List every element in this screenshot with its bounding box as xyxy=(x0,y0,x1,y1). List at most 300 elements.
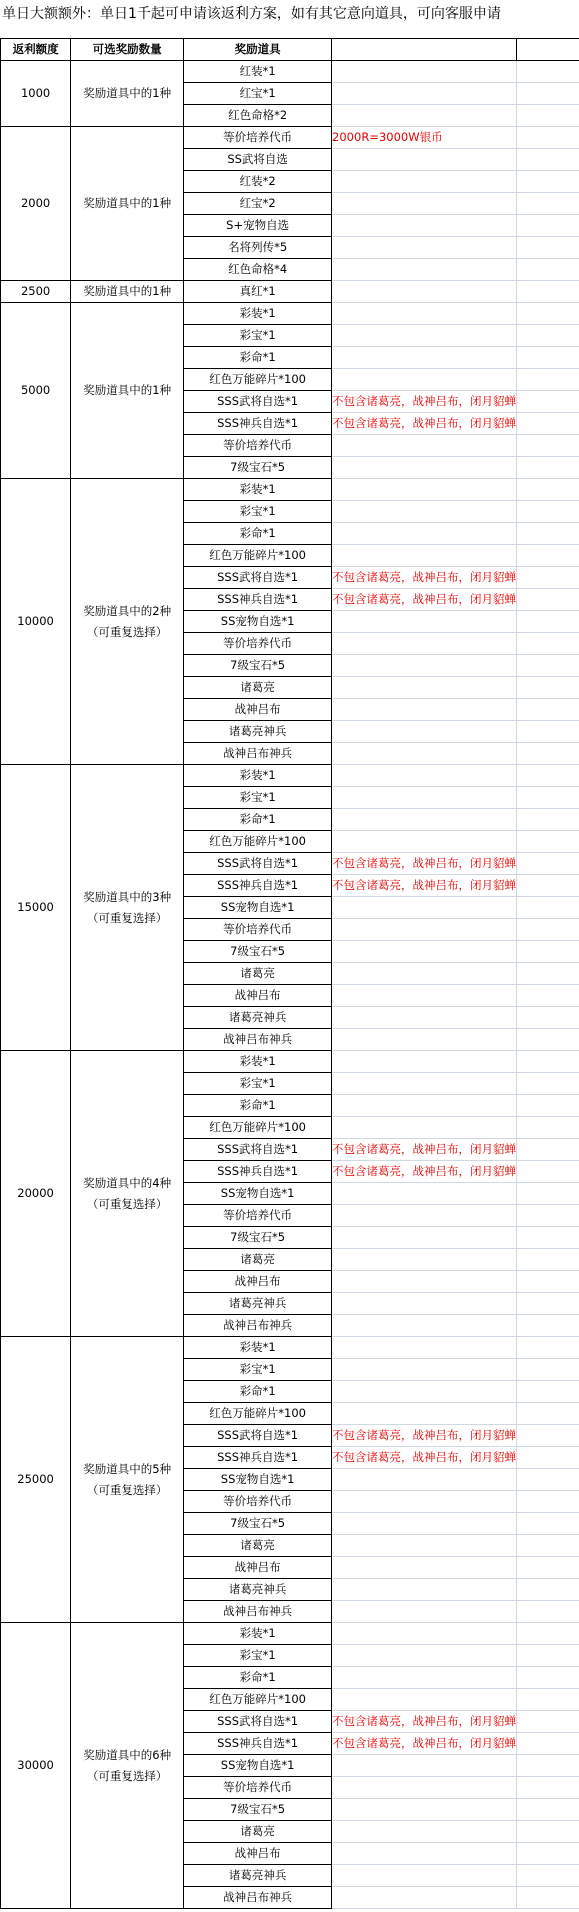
header-row xyxy=(1,39,579,61)
reward-choice xyxy=(71,765,184,1051)
blank-cell xyxy=(517,1469,579,1491)
blank-cell xyxy=(517,369,579,391)
reward-item: 战神吕布 xyxy=(184,1271,332,1293)
reward-choice-count: 奖励道具中的6种 xyxy=(83,1747,172,1762)
blank-cell xyxy=(517,677,579,699)
reward-choice-count: 奖励道具中的1种 xyxy=(83,284,172,298)
reward-choice xyxy=(71,61,184,127)
reward-item: SSS武将自选*1 xyxy=(184,1425,332,1447)
reward-choice xyxy=(71,1337,184,1623)
reward-item: 7级宝石*5 xyxy=(184,1513,332,1535)
item-remark xyxy=(332,215,517,237)
reward-item: 真红*1 xyxy=(184,281,332,303)
item-remark xyxy=(332,1623,517,1645)
item-remark xyxy=(332,193,517,215)
item-remark: 不包含诸葛亮，战神吕布，闭月貂蝉 xyxy=(332,567,517,589)
blank-cell xyxy=(517,347,579,369)
item-remark xyxy=(332,1227,517,1249)
item-remark xyxy=(332,1359,517,1381)
reward-item: 诸葛亮 xyxy=(184,1821,332,1843)
blank-cell xyxy=(517,1513,579,1535)
blank-cell xyxy=(517,831,579,853)
item-remark xyxy=(332,963,517,985)
reward-item: 红色万能碎片*100 xyxy=(184,1117,332,1139)
reward-choice xyxy=(71,127,184,281)
blank-cell xyxy=(517,1381,579,1403)
blank-cell xyxy=(517,1755,579,1777)
item-remark xyxy=(332,1557,517,1579)
item-remark xyxy=(332,743,517,765)
blank-cell xyxy=(517,1095,579,1117)
blank-cell xyxy=(517,83,579,105)
reward-item: 诸葛亮 xyxy=(184,1535,332,1557)
reward-item: 诸葛亮神兵 xyxy=(184,721,332,743)
reward-item: 等价培养代币 xyxy=(184,1205,332,1227)
reward-item: 战神吕布 xyxy=(184,699,332,721)
item-remark xyxy=(332,1249,517,1271)
blank-cell xyxy=(517,963,579,985)
item-remark xyxy=(332,325,517,347)
item-remark: 不包含诸葛亮，战神吕布，闭月貂蝉 xyxy=(332,1139,517,1161)
rebate-amount: 25000 xyxy=(1,1337,71,1623)
item-remark xyxy=(332,1073,517,1095)
reward-item: 诸葛亮 xyxy=(184,963,332,985)
reward-choice xyxy=(71,281,184,303)
reward-item: 红色命格*4 xyxy=(184,259,332,281)
blank-cell xyxy=(517,1271,579,1293)
reward-item: SS宠物自选*1 xyxy=(184,1755,332,1777)
blank-cell xyxy=(517,1073,579,1095)
item-remark xyxy=(332,1601,517,1623)
blank-cell xyxy=(517,1711,579,1733)
blank-cell xyxy=(517,1161,579,1183)
reward-item: SSS武将自选*1 xyxy=(184,567,332,589)
blank-cell xyxy=(517,589,579,611)
reward-choice-count: 奖励道具中的1种 xyxy=(83,383,172,397)
reward-item: 战神吕布神兵 xyxy=(184,1601,332,1623)
blank-cell xyxy=(517,237,579,259)
blank-cell xyxy=(517,897,579,919)
reward-item: 诸葛亮 xyxy=(184,1249,332,1271)
item-remark: 不包含诸葛亮，战神吕布，闭月貂蝉 xyxy=(332,391,517,413)
reward-item: 彩宝*1 xyxy=(184,325,332,347)
reward-item: 诸葛亮神兵 xyxy=(184,1865,332,1887)
item-remark xyxy=(332,479,517,501)
item-remark: 不包含诸葛亮，战神吕布，闭月貂蝉 xyxy=(332,1161,517,1183)
blank-cell xyxy=(517,633,579,655)
item-remark xyxy=(332,1029,517,1051)
reward-item: 彩宝*1 xyxy=(184,1073,332,1095)
rebate-amount: 2500 xyxy=(1,281,71,303)
blank-cell xyxy=(517,1139,579,1161)
reward-item: 彩装*1 xyxy=(184,1051,332,1073)
reward-item: 彩命*1 xyxy=(184,809,332,831)
rebate-amount: 10000 xyxy=(1,479,71,765)
item-remark: 不包含诸葛亮，战神吕布，闭月貂蝉 xyxy=(332,1425,517,1447)
blank-cell xyxy=(517,171,579,193)
blank-cell xyxy=(517,523,579,545)
item-remark xyxy=(332,237,517,259)
blank-cell xyxy=(517,545,579,567)
item-remark xyxy=(332,611,517,633)
item-remark: 不包含诸葛亮，战神吕布，闭月貂蝉 xyxy=(332,853,517,875)
reward-choice-count: 奖励道具中的4种 xyxy=(83,1175,172,1190)
reward-choice xyxy=(71,1623,184,1909)
item-remark xyxy=(332,941,517,963)
reward-item: 彩命*1 xyxy=(184,1381,332,1403)
table-row xyxy=(1,765,579,787)
reward-item: S+宠物自选 xyxy=(184,215,332,237)
blank-cell xyxy=(517,1183,579,1205)
reward-item: 彩命*1 xyxy=(184,1667,332,1689)
reward-item: 等价培养代币 xyxy=(184,127,332,149)
item-remark xyxy=(332,655,517,677)
blank-cell xyxy=(517,39,579,61)
blank-cell xyxy=(517,1799,579,1821)
blank-cell xyxy=(517,721,579,743)
item-remark xyxy=(332,1535,517,1557)
item-remark xyxy=(332,1491,517,1513)
reward-item: 红色万能碎片*100 xyxy=(184,545,332,567)
header-items: 奖励道具 xyxy=(184,39,332,61)
rebate-amount: 15000 xyxy=(1,765,71,1051)
reward-item: 7级宝石*5 xyxy=(184,655,332,677)
item-remark xyxy=(332,347,517,369)
blank-cell xyxy=(517,941,579,963)
reward-item: 红色万能碎片*100 xyxy=(184,831,332,853)
reward-choice-note: （可重复选择） xyxy=(86,624,168,639)
item-remark xyxy=(332,677,517,699)
reward-item: SSS武将自选*1 xyxy=(184,853,332,875)
blank-cell xyxy=(517,1117,579,1139)
blank-cell xyxy=(517,193,579,215)
item-remark: 不包含诸葛亮，战神吕布，闭月貂蝉 xyxy=(332,1733,517,1755)
blank-cell xyxy=(517,1777,579,1799)
item-remark xyxy=(332,1513,517,1535)
blank-cell xyxy=(517,1337,579,1359)
item-remark xyxy=(332,149,517,171)
reward-item: SSS神兵自选*1 xyxy=(184,589,332,611)
blank-cell xyxy=(517,1557,579,1579)
blank-cell xyxy=(517,1623,579,1645)
reward-item: 彩宝*1 xyxy=(184,1645,332,1667)
blank-cell xyxy=(517,1491,579,1513)
reward-item: 红装*2 xyxy=(184,171,332,193)
item-remark xyxy=(332,1183,517,1205)
table-body xyxy=(1,61,579,1909)
blank-cell xyxy=(517,105,579,127)
reward-item: 彩宝*1 xyxy=(184,787,332,809)
blank-cell xyxy=(517,325,579,347)
item-remark xyxy=(332,765,517,787)
blank-cell xyxy=(517,457,579,479)
blank-cell xyxy=(517,1315,579,1337)
item-remark: 不包含诸葛亮，战神吕布，闭月貂蝉 xyxy=(332,1447,517,1469)
reward-item: 诸葛亮神兵 xyxy=(184,1293,332,1315)
reward-item: SS宠物自选*1 xyxy=(184,1469,332,1491)
reward-item: 等价培养代币 xyxy=(184,1491,332,1513)
table-row xyxy=(1,303,579,325)
reward-item: 红装*1 xyxy=(184,61,332,83)
reward-item: 战神吕布神兵 xyxy=(184,743,332,765)
reward-item: SSS武将自选*1 xyxy=(184,1139,332,1161)
reward-item: SS宠物自选*1 xyxy=(184,611,332,633)
reward-choice xyxy=(71,1051,184,1337)
blank-cell xyxy=(517,1601,579,1623)
blank-cell xyxy=(517,743,579,765)
rebate-table xyxy=(0,38,579,1909)
reward-item: 彩命*1 xyxy=(184,1095,332,1117)
reward-item: SSS神兵自选*1 xyxy=(184,1447,332,1469)
item-remark xyxy=(332,633,517,655)
reward-item: SSS神兵自选*1 xyxy=(184,1733,332,1755)
item-remark xyxy=(332,83,517,105)
blank-cell xyxy=(517,127,579,149)
item-remark xyxy=(332,457,517,479)
reward-item: 7级宝石*5 xyxy=(184,941,332,963)
table-row xyxy=(1,281,579,303)
header-amount: 返利额度 xyxy=(1,39,71,61)
table-row xyxy=(1,479,579,501)
table-row xyxy=(1,1623,579,1645)
blank-cell xyxy=(517,1667,579,1689)
item-remark xyxy=(332,1843,517,1865)
item-remark xyxy=(332,1293,517,1315)
blank-cell xyxy=(517,61,579,83)
item-remark xyxy=(332,919,517,941)
reward-choice-count: 奖励道具中的3种 xyxy=(83,889,172,904)
reward-item: 诸葛亮神兵 xyxy=(184,1579,332,1601)
rebate-amount: 20000 xyxy=(1,1051,71,1337)
reward-item: 红色万能碎片*100 xyxy=(184,369,332,391)
blank-cell xyxy=(517,1733,579,1755)
blank-cell xyxy=(517,413,579,435)
item-remark xyxy=(332,281,517,303)
blank-cell xyxy=(517,853,579,875)
blank-cell xyxy=(517,1645,579,1667)
reward-item: 等价培养代币 xyxy=(184,435,332,457)
reward-item: 彩命*1 xyxy=(184,523,332,545)
reward-item: 诸葛亮 xyxy=(184,677,332,699)
item-remark xyxy=(332,1337,517,1359)
reward-item: 红宝*2 xyxy=(184,193,332,215)
reward-item: 彩命*1 xyxy=(184,347,332,369)
item-remark xyxy=(332,787,517,809)
blank-cell xyxy=(517,655,579,677)
blank-cell xyxy=(517,1249,579,1271)
rebate-amount: 1000 xyxy=(1,61,71,127)
blank-cell xyxy=(517,479,579,501)
reward-choice-note: （可重复选择） xyxy=(86,1196,168,1211)
reward-item: 彩装*1 xyxy=(184,765,332,787)
reward-choice-count: 奖励道具中的1种 xyxy=(83,196,172,210)
reward-item: 战神吕布 xyxy=(184,1557,332,1579)
item-remark xyxy=(332,259,517,281)
page-title: 单日大额额外：单日1千起可申请该返利方案，如有其它意向道具，可向客服申请 xyxy=(2,6,501,22)
item-remark xyxy=(332,1205,517,1227)
reward-choice-count: 奖励道具中的5种 xyxy=(83,1461,172,1476)
reward-choice xyxy=(71,303,184,479)
reward-item: 战神吕布神兵 xyxy=(184,1315,332,1337)
reward-item: 彩宝*1 xyxy=(184,501,332,523)
blank-cell xyxy=(517,1887,579,1909)
blank-cell xyxy=(517,435,579,457)
reward-item: 红宝*1 xyxy=(184,83,332,105)
reward-item: 彩装*1 xyxy=(184,1337,332,1359)
blank-cell xyxy=(517,1359,579,1381)
reward-choice-count: 奖励道具中的2种 xyxy=(83,603,172,618)
item-remark: 不包含诸葛亮，战神吕布，闭月貂蝉 xyxy=(332,589,517,611)
blank-cell xyxy=(517,1579,579,1601)
blank-cell xyxy=(517,1227,579,1249)
reward-item: 等价培养代币 xyxy=(184,1777,332,1799)
reward-item: 战神吕布 xyxy=(184,985,332,1007)
reward-item: SS宠物自选*1 xyxy=(184,1183,332,1205)
reward-item: 名将列传*5 xyxy=(184,237,332,259)
blank-cell xyxy=(517,1689,579,1711)
item-remark: 2000R=3000W银币 xyxy=(332,127,517,149)
reward-item: 7级宝石*5 xyxy=(184,1799,332,1821)
item-remark xyxy=(332,369,517,391)
item-remark xyxy=(332,897,517,919)
reward-item: 战神吕布 xyxy=(184,1843,332,1865)
item-remark xyxy=(332,1799,517,1821)
blank-cell xyxy=(517,567,579,589)
item-remark xyxy=(332,1865,517,1887)
item-remark xyxy=(332,501,517,523)
blank-cell xyxy=(517,765,579,787)
item-remark xyxy=(332,1117,517,1139)
reward-item: SSS神兵自选*1 xyxy=(184,1161,332,1183)
item-remark xyxy=(332,545,517,567)
blank-cell xyxy=(517,1029,579,1051)
blank-cell xyxy=(517,1205,579,1227)
item-remark xyxy=(332,1821,517,1843)
reward-item: SSS武将自选*1 xyxy=(184,391,332,413)
reward-item: SS宠物自选*1 xyxy=(184,897,332,919)
reward-item: 诸葛亮神兵 xyxy=(184,1007,332,1029)
table-row xyxy=(1,1051,579,1073)
reward-item: SSS武将自选*1 xyxy=(184,1711,332,1733)
table-row xyxy=(1,127,579,149)
item-remark: 不包含诸葛亮，战神吕布，闭月貂蝉 xyxy=(332,875,517,897)
item-remark xyxy=(332,1271,517,1293)
item-remark xyxy=(332,1579,517,1601)
reward-item: 彩装*1 xyxy=(184,479,332,501)
blank-cell xyxy=(517,1293,579,1315)
item-remark xyxy=(332,523,517,545)
rebate-amount: 5000 xyxy=(1,303,71,479)
blank-cell xyxy=(517,215,579,237)
reward-item: 彩装*1 xyxy=(184,1623,332,1645)
blank-cell xyxy=(517,1007,579,1029)
item-remark xyxy=(332,105,517,127)
item-remark xyxy=(332,1007,517,1029)
table-row xyxy=(1,61,579,83)
blank-cell xyxy=(517,1843,579,1865)
item-remark xyxy=(332,1777,517,1799)
reward-item: 彩宝*1 xyxy=(184,1359,332,1381)
item-remark xyxy=(332,1051,517,1073)
reward-choice-note: （可重复选择） xyxy=(86,1768,168,1783)
item-remark xyxy=(332,303,517,325)
rebate-amount: 30000 xyxy=(1,1623,71,1909)
blank-cell xyxy=(517,699,579,721)
reward-choice-note: （可重复选择） xyxy=(86,910,168,925)
reward-choice-count: 奖励道具中的1种 xyxy=(83,86,172,100)
item-remark xyxy=(332,1645,517,1667)
blank-cell xyxy=(517,1535,579,1557)
item-remark xyxy=(332,809,517,831)
blank-cell xyxy=(517,281,579,303)
blank-cell xyxy=(517,1403,579,1425)
reward-item: 彩装*1 xyxy=(184,303,332,325)
item-remark xyxy=(332,1667,517,1689)
blank-cell xyxy=(332,39,517,61)
item-remark xyxy=(332,699,517,721)
blank-cell xyxy=(517,391,579,413)
reward-item: 7级宝石*5 xyxy=(184,457,332,479)
item-remark xyxy=(332,61,517,83)
item-remark xyxy=(332,1887,517,1909)
item-remark xyxy=(332,1755,517,1777)
item-remark xyxy=(332,435,517,457)
blank-cell xyxy=(517,259,579,281)
blank-cell xyxy=(517,1865,579,1887)
reward-item: 战神吕布神兵 xyxy=(184,1887,332,1909)
reward-item: SSS神兵自选*1 xyxy=(184,875,332,897)
item-remark xyxy=(332,831,517,853)
reward-item: 战神吕布神兵 xyxy=(184,1029,332,1051)
item-remark: 不包含诸葛亮，战神吕布，闭月貂蝉 xyxy=(332,1711,517,1733)
item-remark xyxy=(332,1381,517,1403)
blank-cell xyxy=(517,1425,579,1447)
item-remark xyxy=(332,721,517,743)
reward-item: 红色万能碎片*100 xyxy=(184,1403,332,1425)
reward-choice xyxy=(71,479,184,765)
reward-item: 7级宝石*5 xyxy=(184,1227,332,1249)
blank-cell xyxy=(517,1051,579,1073)
reward-choice-note: （可重复选择） xyxy=(86,1482,168,1497)
blank-cell xyxy=(517,149,579,171)
blank-cell xyxy=(517,787,579,809)
table-row xyxy=(1,1337,579,1359)
reward-item: SS武将自选 xyxy=(184,149,332,171)
blank-cell xyxy=(517,1821,579,1843)
header-choice: 可选奖励数量 xyxy=(71,39,184,61)
reward-item: 红色命格*2 xyxy=(184,105,332,127)
reward-item: 等价培养代币 xyxy=(184,919,332,941)
item-remark xyxy=(332,1095,517,1117)
item-remark xyxy=(332,1315,517,1337)
item-remark xyxy=(332,171,517,193)
item-remark xyxy=(332,985,517,1007)
item-remark xyxy=(332,1469,517,1491)
rebate-amount: 2000 xyxy=(1,127,71,281)
reward-item: 红色万能碎片*100 xyxy=(184,1689,332,1711)
blank-cell xyxy=(517,611,579,633)
blank-cell xyxy=(517,303,579,325)
item-remark xyxy=(332,1403,517,1425)
blank-cell xyxy=(517,919,579,941)
reward-item: SSS神兵自选*1 xyxy=(184,413,332,435)
blank-cell xyxy=(517,501,579,523)
blank-cell xyxy=(517,1447,579,1469)
item-remark: 不包含诸葛亮，战神吕布，闭月貂蝉 xyxy=(332,413,517,435)
item-remark xyxy=(332,1689,517,1711)
blank-cell xyxy=(517,809,579,831)
reward-item: 等价培养代币 xyxy=(184,633,332,655)
